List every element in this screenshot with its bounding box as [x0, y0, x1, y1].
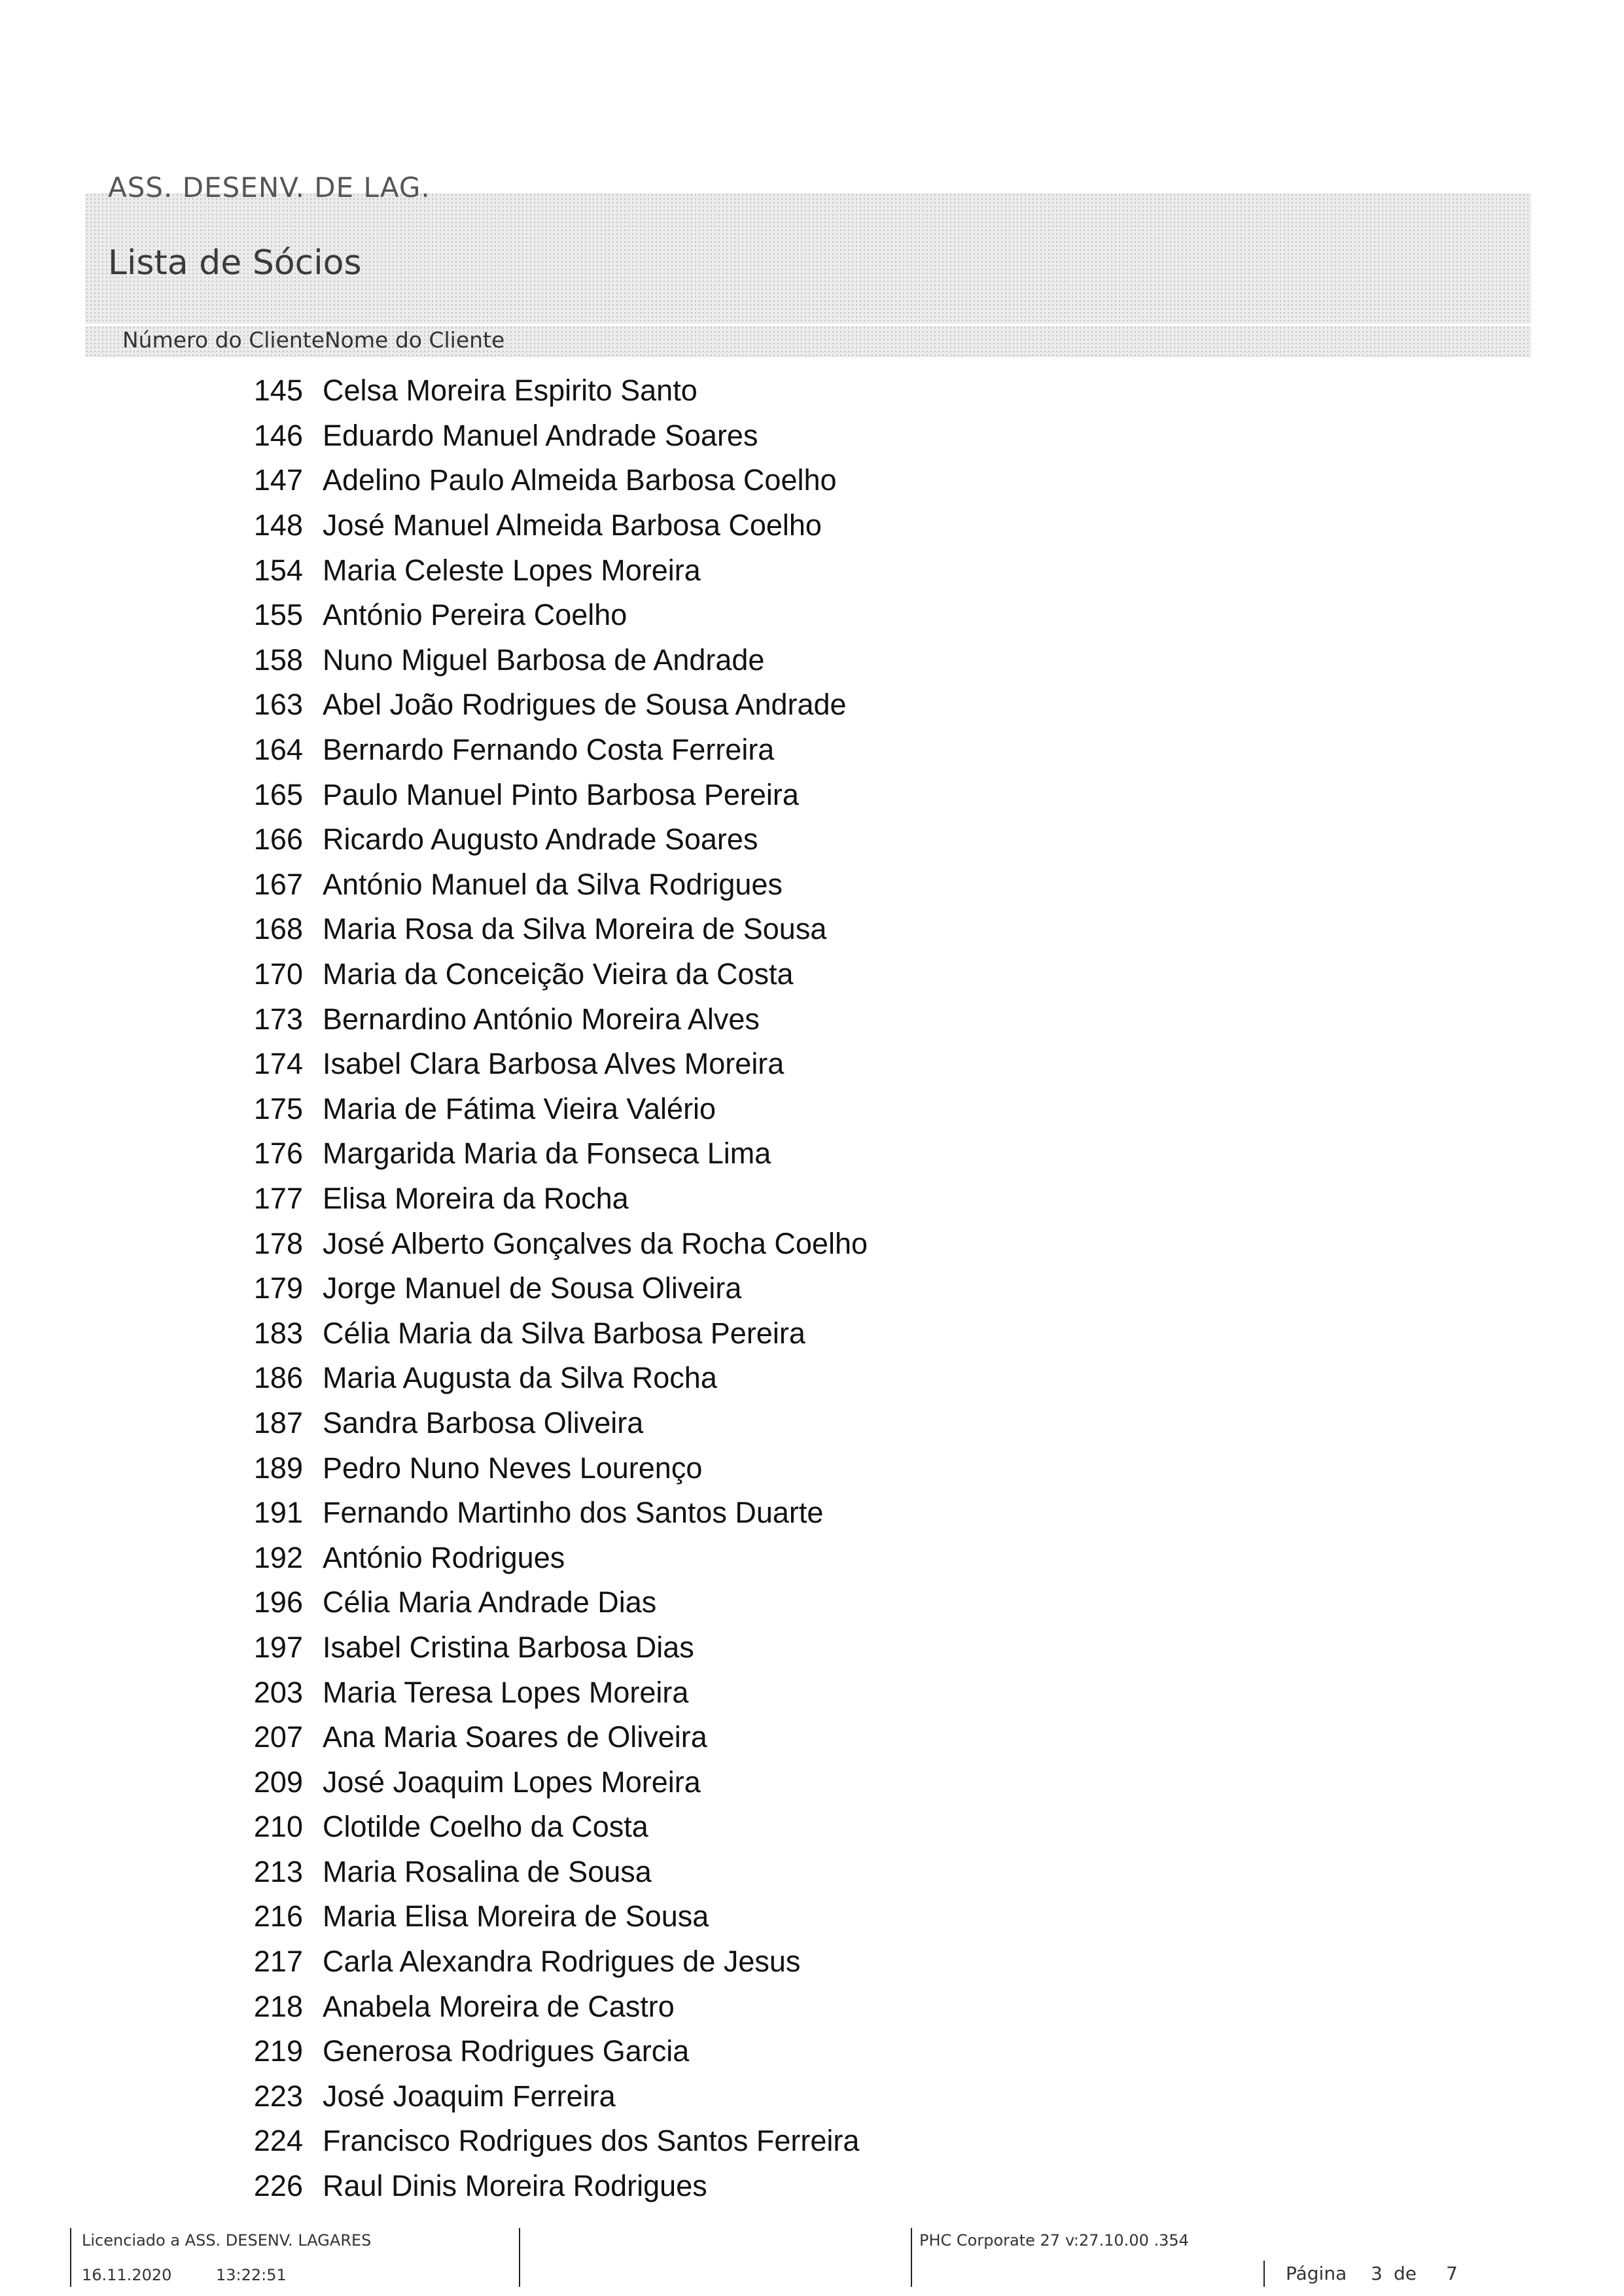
list-item	[0, 2029, 868, 2074]
column-header-name: Nome do Cliente	[325, 327, 505, 353]
client-number: 148	[253, 508, 303, 542]
list-item	[0, 548, 868, 593]
client-name: Maria Rosa da Silva Moreira de Sousa	[323, 912, 827, 946]
page-current: 3	[1371, 2263, 1383, 2284]
client-name: Clotilde Coelho da Costa	[323, 1810, 648, 1844]
list-item	[0, 952, 868, 997]
list-item	[0, 817, 868, 862]
client-name: Abel João Rodrigues de Sousa Andrade	[323, 688, 847, 722]
list-item	[0, 862, 868, 908]
list-item	[0, 1580, 868, 1625]
footer-divider	[519, 2228, 520, 2287]
list-item	[0, 907, 868, 952]
client-number: 146	[253, 418, 303, 452]
client-number: 217	[253, 1945, 303, 1979]
client-name: Paulo Manuel Pinto Barbosa Pereira	[323, 777, 799, 811]
client-number: 176	[253, 1137, 303, 1171]
list-item	[0, 1401, 868, 1446]
footer-software: PHC Corporate 27	[919, 2231, 1061, 2250]
client-number: 197	[253, 1630, 303, 1664]
member-list	[0, 368, 868, 2208]
client-number: 174	[253, 1047, 303, 1081]
list-item	[0, 997, 868, 1042]
client-name: Isabel Clara Barbosa Alves Moreira	[323, 1047, 785, 1081]
footer-time: 13:22:51	[216, 2266, 287, 2284]
client-name: Célia Maria da Silva Barbosa Pereira	[323, 1316, 805, 1350]
client-number: 178	[253, 1226, 303, 1260]
list-item	[0, 1311, 868, 1356]
client-number: 216	[253, 1899, 303, 1934]
list-item	[0, 772, 868, 817]
client-number: 203	[253, 1675, 303, 1709]
footer-divider	[70, 2228, 71, 2287]
list-item	[0, 728, 868, 773]
list-item	[0, 1535, 868, 1580]
client-name: Ana Maria Soares de Oliveira	[323, 1720, 707, 1754]
client-number: 166	[253, 822, 303, 857]
list-item	[0, 1939, 868, 1985]
client-number: 226	[253, 2169, 303, 2203]
report-title: Lista de Sócios	[108, 243, 362, 283]
client-number: 170	[253, 957, 303, 991]
footer-divider	[1263, 2261, 1265, 2287]
client-name: Celsa Moreira Espirito Santo	[323, 374, 697, 408]
list-item	[0, 2119, 868, 2164]
client-number: 223	[253, 2079, 303, 2113]
client-name: Raul Dinis Moreira Rodrigues	[323, 2169, 707, 2203]
client-name: Adelino Paulo Almeida Barbosa Coelho	[323, 463, 837, 497]
list-item	[0, 1715, 868, 1760]
list-item	[0, 1176, 868, 1222]
client-number: 145	[253, 374, 303, 408]
client-number: 167	[253, 867, 303, 901]
client-name: Bernardo Fernando Costa Ferreira	[323, 733, 775, 767]
list-item	[0, 1491, 868, 1536]
list-item	[0, 414, 868, 459]
client-number: 163	[253, 688, 303, 722]
client-name: Maria Rosalina de Sousa	[323, 1854, 652, 1888]
footer-license: Licenciado a ASS. DESENV. LAGARES	[82, 2231, 372, 2250]
list-item	[0, 1984, 868, 2029]
list-item	[0, 1356, 868, 1401]
client-number: 155	[253, 598, 303, 632]
client-number: 183	[253, 1316, 303, 1350]
client-number: 147	[253, 463, 303, 497]
client-name: José Joaquim Lopes Moreira	[323, 1765, 701, 1799]
client-name: António Pereira Coelho	[323, 598, 627, 632]
client-name: Maria Teresa Lopes Moreira	[323, 1675, 689, 1709]
client-name: Margarida Maria da Fonseca Lima	[323, 1137, 771, 1171]
client-number: 209	[253, 1765, 303, 1799]
client-name: Generosa Rodrigues Garcia	[323, 2034, 690, 2068]
list-item	[0, 503, 868, 548]
client-number: 186	[253, 1361, 303, 1395]
client-number: 196	[253, 1585, 303, 1619]
list-item	[0, 1625, 868, 1670]
client-number: 213	[253, 1854, 303, 1888]
list-item	[0, 2074, 868, 2119]
client-number: 168	[253, 912, 303, 946]
list-item	[0, 1131, 868, 1176]
list-item	[0, 1850, 868, 1895]
client-number: 165	[253, 777, 303, 811]
list-item	[0, 1266, 868, 1311]
page-of: de	[1394, 2263, 1417, 2284]
client-name: Elisa Moreira da Rocha	[323, 1181, 629, 1215]
client-number: 164	[253, 733, 303, 767]
client-number: 177	[253, 1181, 303, 1215]
client-number: 224	[253, 2124, 303, 2158]
client-name: António Manuel da Silva Rodrigues	[323, 867, 783, 901]
client-number: 191	[253, 1496, 303, 1530]
list-item	[0, 1221, 868, 1266]
client-name: Ricardo Augusto Andrade Soares	[323, 822, 758, 857]
list-item	[0, 2164, 868, 2209]
client-name: Maria da Conceição Vieira da Costa	[323, 957, 794, 991]
list-item	[0, 1042, 868, 1087]
list-item	[0, 1087, 868, 1132]
client-name: Maria Augusta da Silva Rocha	[323, 1361, 717, 1395]
client-name: Carla Alexandra Rodrigues de Jesus	[323, 1945, 801, 1979]
page-label: Página	[1286, 2263, 1347, 2284]
list-item	[0, 458, 868, 503]
client-name: Maria de Fátima Vieira Valério	[323, 1091, 716, 1125]
list-item	[0, 1759, 868, 1805]
client-number: 207	[253, 1720, 303, 1754]
client-number: 154	[253, 553, 303, 587]
client-name: Célia Maria Andrade Dias	[323, 1585, 657, 1619]
client-number: 219	[253, 2034, 303, 2068]
client-name: José Joaquim Ferreira	[323, 2079, 616, 2113]
list-item	[0, 682, 868, 728]
client-number: 173	[253, 1002, 303, 1036]
footer-version: v:27.10.00 .354	[1065, 2231, 1189, 2250]
list-item	[0, 1445, 868, 1491]
footer-divider	[911, 2228, 912, 2287]
client-name: Sandra Barbosa Oliveira	[323, 1405, 644, 1439]
client-number: 175	[253, 1091, 303, 1125]
client-name: José Manuel Almeida Barbosa Coelho	[323, 508, 822, 542]
client-name: Pedro Nuno Neves Lourenço	[323, 1451, 703, 1485]
list-item	[0, 1670, 868, 1715]
list-item	[0, 593, 868, 638]
client-name: Jorge Manuel de Sousa Oliveira	[323, 1271, 742, 1305]
client-name: António Rodrigues	[323, 1540, 565, 1574]
client-number: 158	[253, 643, 303, 677]
client-number: 187	[253, 1405, 303, 1439]
footer-date: 16.11.2020	[82, 2266, 172, 2284]
list-item	[0, 1894, 868, 1939]
client-name: Eduardo Manuel Andrade Soares	[323, 418, 758, 452]
client-name: Maria Celeste Lopes Moreira	[323, 553, 701, 587]
client-name: Fernando Martinho dos Santos Duarte	[323, 1496, 824, 1530]
list-item	[0, 368, 868, 414]
client-number: 192	[253, 1540, 303, 1574]
client-name: Isabel Cristina Barbosa Dias	[323, 1630, 694, 1664]
client-name: José Alberto Gonçalves da Rocha Coelho	[323, 1226, 868, 1260]
client-number: 218	[253, 1989, 303, 2023]
client-name: Nuno Miguel Barbosa de Andrade	[323, 643, 765, 677]
page-total: 7	[1446, 2263, 1458, 2284]
client-name: Anabela Moreira de Castro	[323, 1989, 675, 2023]
client-name: Bernardino António Moreira Alves	[323, 1002, 760, 1036]
list-item	[0, 638, 868, 683]
client-number: 179	[253, 1271, 303, 1305]
client-number: 189	[253, 1451, 303, 1485]
client-name: Maria Elisa Moreira de Sousa	[323, 1899, 709, 1934]
list-item	[0, 1805, 868, 1850]
client-name: Francisco Rodrigues dos Santos Ferreira	[323, 2124, 860, 2158]
client-number: 210	[253, 1810, 303, 1844]
column-header-number: Número do Cliente	[122, 327, 325, 353]
organization-name: ASS. DESENV. DE LAG.	[108, 171, 431, 203]
